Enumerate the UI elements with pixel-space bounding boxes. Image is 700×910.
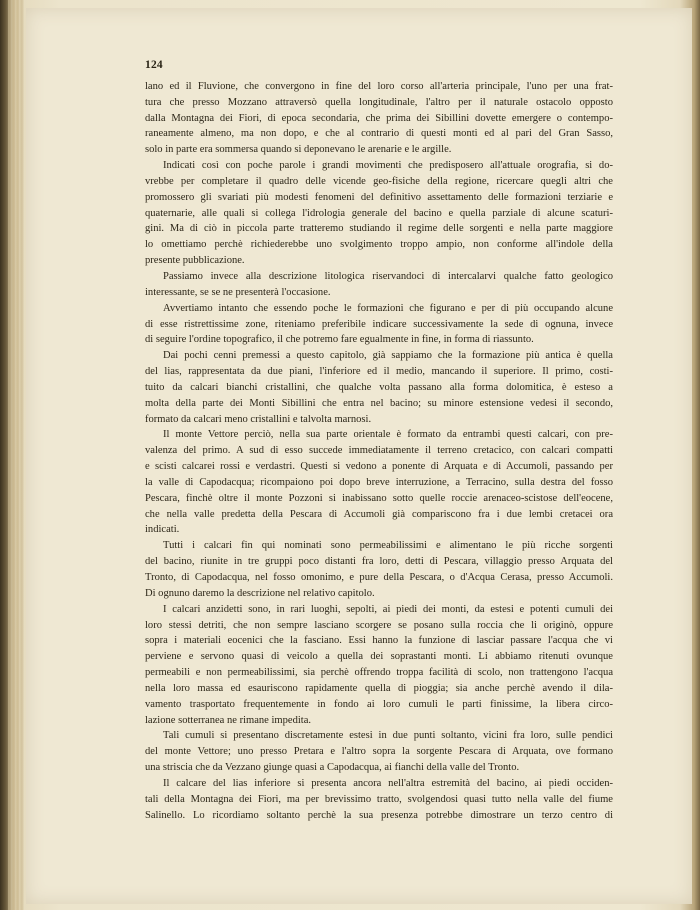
text-line: Il monte Vettore perciò, nella sua parte orientale è formato da entrambi questi calcari, con pre- <box>163 429 613 441</box>
text-line: molta della parte dei Monti Sibillini che entra nel bacino; su minore estensione vedesi il secondo, <box>145 397 613 409</box>
paragraph <box>145 538 613 601</box>
page-number: 124 <box>145 59 163 71</box>
text-line: del lias, rappresentata da due piani, l'inferiore ed il medio, mancando il superiore. Il primo, costi- <box>145 366 613 378</box>
text-line: presente pubblicazione. <box>145 255 245 267</box>
text-line: Dai pochi cenni premessi a questo capitolo, già sappiamo che la formazione più antica è quella <box>163 350 613 362</box>
text-line: solo in parte era sommersa quando si deponevano le arenarie e le argille. <box>145 144 452 156</box>
text-line: lazione sotterranea ne rimane impedita. <box>145 714 312 726</box>
text-line: sopra i materiali eocenici che la fasciano. Essi hanno la funzione di lasciar passare l'acqua che vi <box>145 635 613 647</box>
text-line: interessante, se se ne presenterà l'occasione. <box>145 286 331 298</box>
text-line: valenza del primo. A sud di esso succede immediatamente il terreno cretacico, con calcari compatti <box>145 445 613 457</box>
book-binding-edge <box>8 0 24 910</box>
text-line: Avvertiamo intanto che essendo poche le formazioni che figurano e per di più occupando alcune <box>163 302 613 314</box>
text-line: Tronto, di Capodacqua, nel fosso omonimo, e pure della Pescara, o d'Acqua Cerasa, presso Accumoli. <box>145 572 613 583</box>
paragraph <box>145 269 613 301</box>
paragraph <box>145 79 613 158</box>
text-line: dalla Montagna dei Fiori, di epoca secondaria, che prima dei Sibillini dovette emergere o contempo- <box>145 112 613 124</box>
text-line: gini. Ma di ciò in piccola parte tratteremo studiando il regime delle sorgenti e nella parte maggiore <box>145 223 613 235</box>
text-line: indicati. <box>145 524 180 536</box>
text-line: Indicati così con poche parole i grandi movimenti che predisposero all'attuale orografia, si do- <box>163 160 613 172</box>
text-line: Di ognuno daremo la descrizione nel relativo capitolo. <box>145 587 375 599</box>
text-line: tali della Montagna dei Fiori, ma per brevissimo tratto, svolgendosi quasi tutto nella valle del fiume <box>145 793 613 805</box>
text-line: promossero gli svariati più modesti fenomeni del definitivo assettamento delle formazioni terziarie e <box>145 191 613 203</box>
text-line: lo omettiamo perchè richiederebbe uno svolgimento troppo ampio, non conforme all'indole della <box>145 239 613 251</box>
text-line: raneamente almeno, ma non dopo, e che al contrario di questi monti ed al pari del Gran Sasso, <box>145 128 613 140</box>
paragraph <box>145 427 613 538</box>
text-line: vamento trasportato frequentemente in fondo ai loro cumuli le parti finissime, la libera circo- <box>145 698 613 710</box>
text-line: Salinello. Lo ricordiamo soltanto perchè la sua presenza potrebbe dimostrare un terzo centro di <box>145 809 613 821</box>
text-line: Passiamo invece alla descrizione litologica riservandoci di intercalarvi qualche fatto geologico <box>163 270 613 282</box>
paragraphs-container <box>145 79 613 824</box>
text-line: del monte Vettore; uno presso Pretara e l'altro sopra la sorgente Pescara di Arquata, ove formano <box>145 746 613 758</box>
text-line: Tutti i calcari fin qui nominati sono permeabilissimi e alimentano le più ricche sorgenti <box>163 540 613 552</box>
paragraph <box>145 776 613 824</box>
text-line: perviene e servono quasi di veicolo a quella dei soprastanti monti. Li abbiamo ritenuti ovunque <box>145 651 613 663</box>
text-line: Tali cumuli si presentano discretamente estesi in due punti soltanto, vicini fra loro, sulle pendici <box>163 730 613 742</box>
text-line: tuito da calcari bianchi cristallini, che qualche volta passano alla forma dolomitica, è esteso a <box>145 381 613 393</box>
text-line: I calcari anzidetti sono, in rari luoghi, sepolti, ai piedi dei monti, da estesi e potenti cumuli dei <box>163 603 613 615</box>
text-line: una striscia che da Vezzano giunge quasi a Capodacqua, ai fianchi della valle del Tronto. <box>145 762 520 774</box>
text-line: di esse ristrettissime zone, riteniamo preferibile indicare successivamente la sede di ognuna, invece <box>145 318 613 330</box>
text-line: tura che presso Mozzano attraversò quella longitudinale, l'altro per il naturale ostacolo opposto <box>145 96 613 108</box>
paragraph <box>145 348 613 427</box>
text-line: quaternarie, alle quali si collega l'idrologia generale del bacino e quella parziale di alcune scaturi- <box>145 207 613 219</box>
text-line: nella loro massa ed esauriscono rapidamente quella di pioggia; sia anche perchè avendo il dila- <box>145 682 613 694</box>
text-line: del bacino, riunite in tre gruppi poco distanti fra loro, detti di Pescara, villaggio presso Arquata del <box>145 556 613 568</box>
paragraph <box>145 728 613 776</box>
paragraph <box>145 158 613 269</box>
text-line: formato da calcari meno cristallini e talvolta marnosi. <box>145 413 372 425</box>
text-line: Il calcare del lias inferiore si presenta ancora nell'altra estremità del bacino, ai piedi occiden- <box>163 777 613 789</box>
text-line: lano ed il Fluvione, che convergono in fine del loro corso all'arteria principale, l'uno per una frat- <box>145 80 613 92</box>
text-line: e scisti calcarei rossi e verdastri. Questi si vedono a ponente di Arquata e di Accumoli, passando per <box>145 461 613 473</box>
paragraph <box>145 602 613 729</box>
text-line: che nella valle predetta della Pescara di Accumoli già compariscono fra i due lembi cretacei ora <box>145 508 613 520</box>
page-text-block <box>145 58 613 824</box>
text-line: di seguire l'ordine topografico, il che potremo fare egualmente in fine, in forma di riassunto. <box>145 334 534 346</box>
text-line: vrebbe per completare il quadro delle vicende geo-fisiche della regione, ricercare quegli altri che <box>145 175 613 187</box>
text-line: la valle di Capodacqua; ricompaiono poi dopo breve interruzione, a Terracino, sulla destra del fosso <box>145 476 613 488</box>
text-line: permeabili e non permeabilissimi, sia perchè offrendo troppa facilità di scolo, non trattengono l'acqua <box>145 667 613 679</box>
text-line: loro stessi detriti, che non sempre lasciano scorgere se posano sulla roccia che li originò, oppure <box>145 619 613 631</box>
paragraph <box>145 301 613 349</box>
text-line: Pescara, finchè oltre il monte Pozzoni si inabissano sotto quelle roccie arenaceo-scistose dell'eocene, <box>145 492 613 504</box>
